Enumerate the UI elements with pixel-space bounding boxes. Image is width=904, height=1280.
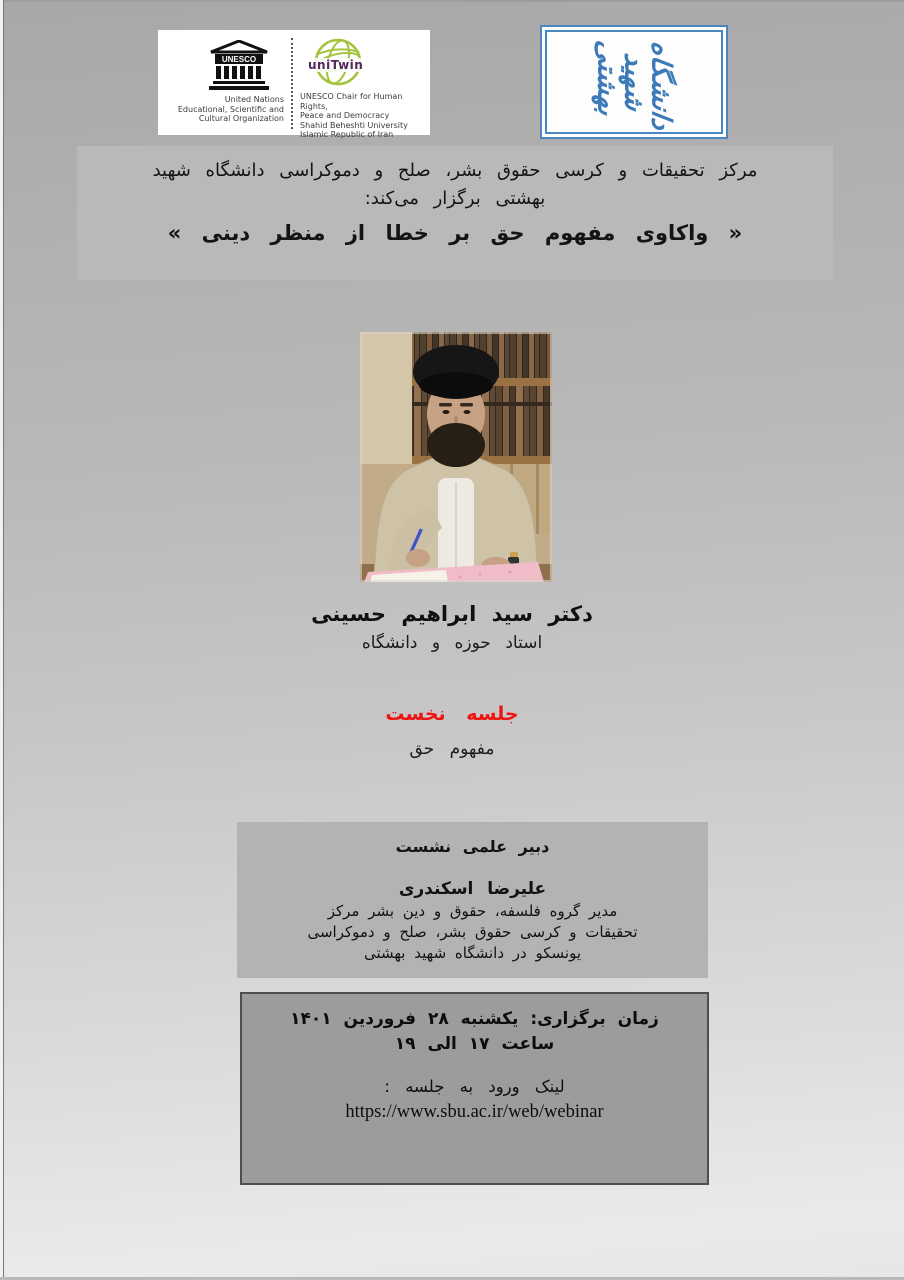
chair-line: Islamic Republic of Iran bbox=[300, 130, 394, 139]
session-info bbox=[0, 701, 904, 762]
webinar-link-label: لینک ورود به جلسه : bbox=[384, 1077, 565, 1096]
organizer-line: بهشتی برگزار می‌کند: bbox=[364, 188, 546, 209]
event-datetime-line: زمان برگزاری: یکشنبه ۲۸ فروردین ۱۴۰۱ bbox=[290, 1009, 659, 1029]
unesco-temple-icon bbox=[208, 40, 270, 90]
unesco-org-line: Cultural Organization bbox=[198, 114, 284, 123]
unesco-chair-text bbox=[300, 92, 426, 140]
organizer-line: مرکز تحقیقات و کرسی حقوق بشر، صلح و دموکراسی دانشگاه شهید bbox=[152, 160, 758, 181]
event-datetime-line: ساعت ۱۷ الی ۱۹ bbox=[394, 1034, 555, 1054]
unesco-org-text bbox=[178, 95, 284, 124]
unitwin-chair-column bbox=[298, 36, 426, 139]
sbu-logo-inner-border bbox=[545, 30, 723, 134]
dotted-divider bbox=[291, 38, 293, 129]
speaker-photo bbox=[360, 332, 552, 582]
speaker-info bbox=[0, 601, 904, 659]
unesco-org-line: Educational, Scientific and bbox=[177, 104, 284, 114]
speaker-photo-illustration bbox=[360, 332, 552, 582]
secretary-desc-line: تحقیقات و کرسی حقوق بشر، صلح و دموکراسی bbox=[307, 923, 638, 941]
secretary-heading: دبیر علمی نشست bbox=[395, 837, 550, 856]
unitwin-wordmark: uniTwin bbox=[308, 58, 364, 72]
sbu-word: دانشگاه bbox=[645, 39, 677, 133]
schedule-box bbox=[240, 992, 709, 1185]
unesco-org-line: United Nations bbox=[224, 95, 284, 104]
secretary-desc-line: مدیر گروه فلسفه، حقوق و دین بشر مرکز bbox=[327, 902, 618, 920]
sbu-word: شهید bbox=[618, 51, 650, 113]
top-edge-band bbox=[0, 0, 904, 2]
session-topic: مفهوم حق bbox=[409, 739, 495, 759]
unesco-unitwin-logo-block bbox=[158, 30, 430, 139]
sbu-word: بهشتی bbox=[591, 38, 623, 118]
announcement-banner bbox=[77, 146, 833, 280]
speaker-role: استاد حوزه و دانشگاه bbox=[361, 633, 543, 653]
chair-line: Peace and Democracy bbox=[300, 111, 390, 120]
speaker-name: دکتر سید ابراهیم حسینی bbox=[311, 602, 593, 626]
sbu-university-logo bbox=[540, 25, 728, 139]
sbu-calligraphy bbox=[591, 32, 677, 133]
session-number-label: جلسه نخست bbox=[385, 703, 519, 725]
secretary-name: علیرضا اسکندری bbox=[398, 879, 547, 899]
svg-text:UNESCO: UNESCO bbox=[221, 55, 257, 64]
secretary-box bbox=[237, 822, 708, 978]
unesco-logo-column bbox=[162, 36, 284, 131]
chair-line: Shahid Beheshti University bbox=[300, 120, 408, 130]
chair-line: UNESCO Chair for Human Rights, bbox=[300, 92, 403, 111]
event-title: « واکاوی مفهوم حق بر خطا از منظر دینی » bbox=[167, 221, 743, 245]
webinar-link[interactable]: https://www.sbu.ac.ir/web/webinar bbox=[345, 1102, 604, 1122]
secretary-desc-line: یونسکو در دانشگاه شهید بهشتی bbox=[363, 944, 581, 962]
